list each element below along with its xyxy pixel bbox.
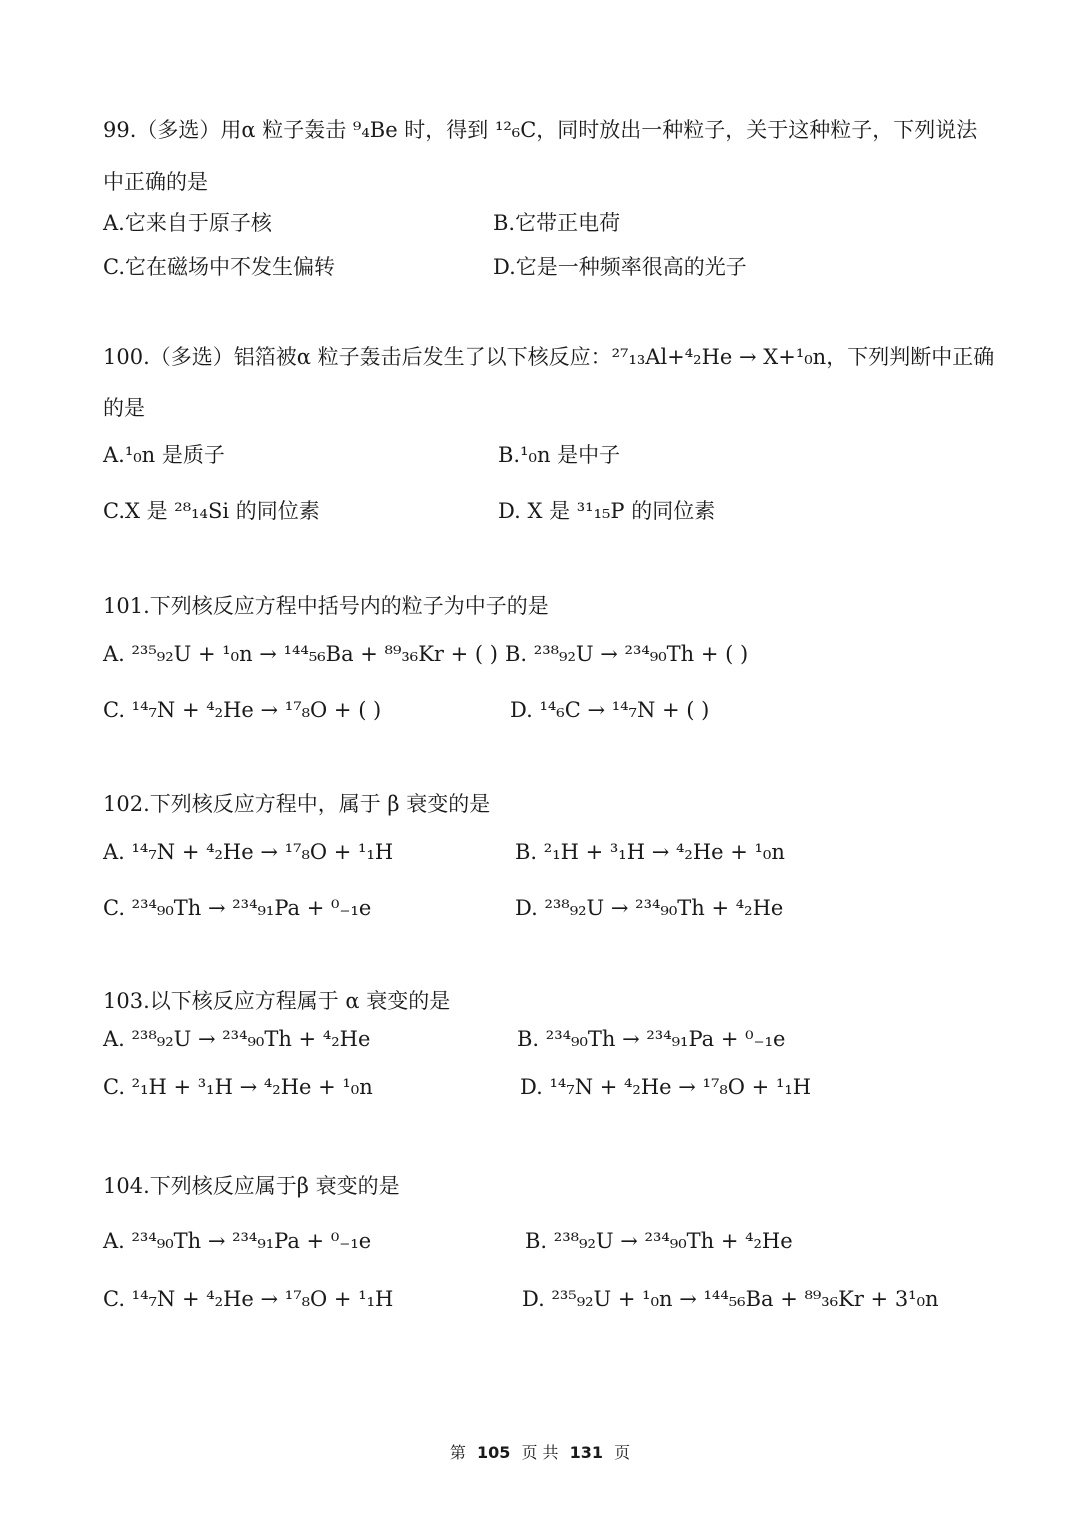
page-footer <box>0 1440 1080 1463</box>
q100-option-b: B.¹₀n 是中子 <box>498 443 621 467</box>
footer-suffix: 页 <box>614 1443 631 1462</box>
q103-stem: 103.以下核反应方程属于 α 衰变的是 <box>103 989 451 1013</box>
q99-option-c: C.它在磁场中不发生偏转 <box>103 255 335 279</box>
q102-stem: 102.下列核反应方程中，属于 β 衰变的是 <box>103 792 491 816</box>
q101-option-b: B. ²³⁸₉₂U → ²³⁴₉₀Th + ( ) <box>505 642 749 666</box>
q104-option-b: B. ²³⁸₉₂U → ²³⁴₉₀Th + ⁴₂He <box>525 1229 793 1253</box>
q101-stem: 101.下列核反应方程中括号内的粒子为中子的是 <box>103 594 549 618</box>
q99-option-d: D.它是一种频率很高的光子 <box>493 255 747 279</box>
q104-option-a: A. ²³⁴₉₀Th → ²³⁴₉₁Pa + ⁰₋₁e <box>103 1229 372 1253</box>
q101-option-a: A. ²³⁵₉₂U + ¹₀n → ¹⁴⁴₅₆Ba + ⁸⁹₃₆Kr + ( ) <box>103 642 498 666</box>
q103-option-a: A. ²³⁸₉₂U → ²³⁴₉₀Th + ⁴₂He <box>103 1027 371 1051</box>
q99-option-a: A.它来自于原子核 <box>103 211 272 235</box>
q102-option-b: B. ²₁H + ³₁H → ⁴₂He + ¹₀n <box>515 840 785 864</box>
q102-option-d: D. ²³⁸₉₂U → ²³⁴₉₀Th + ⁴₂He <box>515 896 784 920</box>
q102-option-a: A. ¹⁴₇N + ⁴₂He → ¹⁷₈O + ¹₁H <box>103 840 394 864</box>
q103-option-d: D. ¹⁴₇N + ⁴₂He → ¹⁷₈O + ¹₁H <box>520 1075 812 1099</box>
q100-option-c: C.X 是 ²⁸₁₄Si 的同位素 <box>103 499 320 523</box>
q102-option-c: C. ²³⁴₉₀Th → ²³⁴₉₁Pa + ⁰₋₁e <box>103 896 372 920</box>
q104-stem: 104.下列核反应属于β 衰变的是 <box>103 1174 400 1198</box>
q99-stem-line1: 99.（多选）用α 粒子轰击 ⁹₄Be 时，得到 ¹²₆C，同时放出一种粒子，关于这种粒子，下列说法 <box>103 118 978 142</box>
q104-option-d: D. ²³⁵₉₂U + ¹₀n → ¹⁴⁴₅₆Ba + ⁸⁹₃₆Kr + 3¹₀n <box>522 1287 939 1311</box>
q103-option-c: C. ²₁H + ³₁H → ⁴₂He + ¹₀n <box>103 1075 373 1099</box>
footer-page-number: 105 <box>476 1443 511 1462</box>
q104-option-c: C. ¹⁴₇N + ⁴₂He → ¹⁷₈O + ¹₁H <box>103 1287 394 1311</box>
footer-total-pages: 131 <box>569 1443 604 1462</box>
footer-prefix: 第 <box>449 1443 466 1462</box>
q101-option-c: C. ¹⁴₇N + ⁴₂He → ¹⁷₈O + ( ) <box>103 698 382 722</box>
q100-stem-line2: 的是 <box>103 396 145 420</box>
footer-mid: 页 共 <box>521 1443 559 1462</box>
q103-option-b: B. ²³⁴₉₀Th → ²³⁴₉₁Pa + ⁰₋₁e <box>517 1027 786 1051</box>
q99-option-b: B.它带正电荷 <box>493 211 621 235</box>
q100-option-a: A.¹₀n 是质子 <box>103 443 225 467</box>
q101-option-d: D. ¹⁴₆C → ¹⁴₇N + ( ) <box>510 698 710 722</box>
q100-stem-line1: 100.（多选）铝箔被α 粒子轰击后发生了以下核反应：²⁷₁₃Al+⁴₂He → X+¹₀n，下列判断中正确 <box>103 345 995 369</box>
q99-stem-line2: 中正确的是 <box>103 170 208 194</box>
q100-option-d: D. X 是 ³¹₁₅P 的同位素 <box>498 499 716 523</box>
